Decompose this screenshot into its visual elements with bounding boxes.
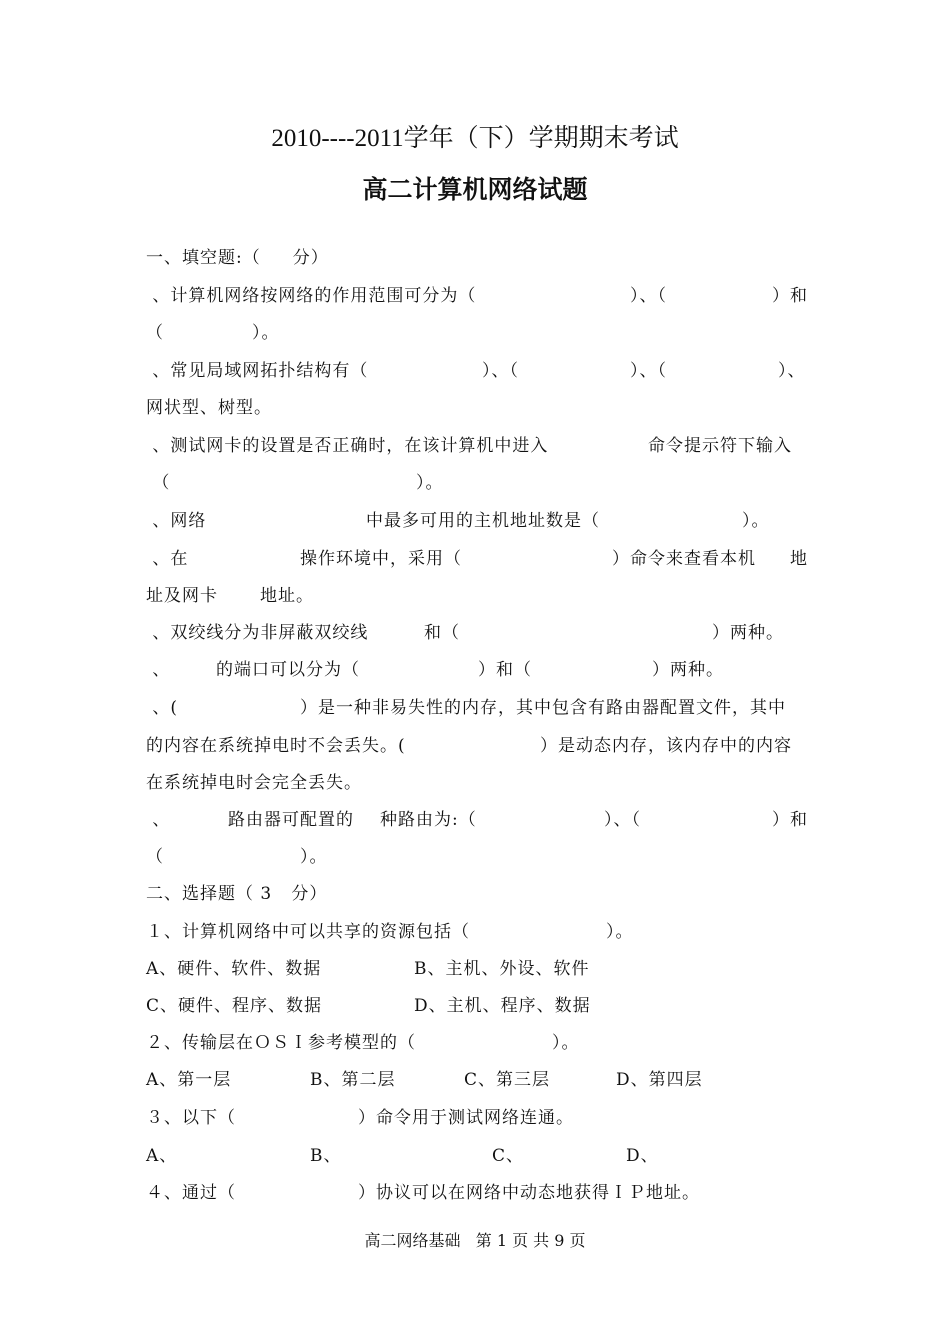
page-footer: 高二网络基础 第 1 页 共 9 页	[364, 1231, 586, 1250]
section2-heading: 二、选择题（ 3 分）	[146, 884, 328, 904]
q2-mid2: ）、（	[630, 361, 667, 381]
mc-q3-option-a: A、	[146, 1146, 178, 1166]
mc-q1-option-c: C、硬件、程序、数据	[146, 996, 323, 1016]
q1-text: 、计算机网络按网络的作用范围可分为（	[146, 286, 477, 306]
mc-q2-end: ）。	[552, 1033, 580, 1053]
q7-text: 、	[146, 660, 171, 680]
mc-q2-option-b: B、第二层	[310, 1070, 396, 1090]
q5-cont2: 地址。	[260, 586, 314, 606]
section1-heading: 一、填空题:（ 分）	[146, 248, 329, 268]
mc-q3-option-c: C、	[492, 1146, 525, 1166]
mc-q2-option-d: D、第四层	[616, 1070, 703, 1090]
q3-text2: 命令提示符下输入	[648, 436, 792, 456]
q6-text: 、双绞线分为非屏蔽双绞线	[146, 623, 369, 643]
q9-text: 、	[146, 810, 171, 830]
q1-close: ）。	[252, 323, 280, 343]
q6-text2: 和（	[424, 623, 460, 643]
q2-text: 、常见局域网拓扑结构有（	[146, 361, 369, 381]
q2-mid1: ）、（	[482, 361, 519, 381]
q7-text2: 的端口可以分为（	[216, 660, 360, 680]
mc-q4-end: ）协议可以在网络中动态地获得ＩＰ地址。	[358, 1183, 700, 1203]
q6-close: ）两种。	[712, 623, 784, 643]
q3-close: ）。	[416, 473, 444, 493]
q9-text4: ）、（	[604, 810, 641, 830]
mc-q1: １、计算机网络中可以共享的资源包括（	[146, 922, 470, 942]
q1-mid: ）、（	[630, 286, 667, 306]
q1-end: ）和	[772, 286, 808, 306]
q8-cont2: ）是动态内存，该内存中的内容	[540, 736, 792, 756]
q4-close: ）。	[742, 511, 770, 531]
mc-q3-end: ）命令用于测试网络连通。	[358, 1108, 574, 1128]
mc-q1-option-a: A、硬件、软件、数据	[146, 959, 322, 979]
q5-cont: 址及网卡	[146, 586, 218, 606]
q5-text: 、在	[146, 549, 189, 569]
q9-text3: 种路由为:（	[380, 810, 477, 830]
mc-q3-option-b: B、	[310, 1146, 342, 1166]
q3-text: 、测试网卡的设置是否正确时，在该计算机中进入	[146, 436, 549, 456]
q9-text5: ）和	[772, 810, 808, 830]
q9-close: ）。	[300, 847, 328, 867]
q7-close: ）两种。	[652, 660, 724, 680]
mc-q3: ３、以下（	[146, 1108, 236, 1128]
mc-q2-option-a: A、第一层	[146, 1070, 232, 1090]
q4-text: 、网络	[146, 511, 207, 531]
mc-q2-option-c: C、第三层	[464, 1070, 551, 1090]
q1-cont: （	[146, 323, 164, 343]
q4-text2: 中最多可用的主机地址数是（	[366, 511, 600, 531]
q2-end: ）、	[778, 361, 806, 381]
mc-q4: ４、通过（	[146, 1183, 236, 1203]
q8-text: 、(	[146, 698, 179, 718]
mc-q2: ２、传输层在ＯＳＩ参考模型的（	[146, 1033, 416, 1053]
q8-cont: 的内容在系统掉电时不会丢失。(	[146, 736, 406, 756]
q9-text2: 路由器可配置的	[228, 810, 354, 830]
q9-cont: （	[146, 847, 164, 867]
mc-q1-end: ）。	[606, 922, 634, 942]
q5-text3: ）命令来查看本机	[612, 549, 756, 569]
q7-text3: ）和（	[478, 660, 532, 680]
q8-text2: ）是一种非易失性的内存，其中包含有路由器配置文件，其中	[300, 698, 786, 718]
mc-q1-option-b: B、主机、外设、软件	[414, 959, 590, 979]
q3-cont: （	[146, 473, 171, 493]
mc-q3-option-d: D、	[626, 1146, 659, 1166]
mc-q1-option-d: D、主机、程序、数据	[414, 996, 591, 1016]
exam-title: 2010----2011学年（下）学期期末考试	[271, 125, 679, 152]
exam-subtitle: 高二计算机网络试题	[362, 175, 588, 204]
q5-text4: 地	[790, 549, 808, 569]
q8-cont3: 在系统掉电时会完全丢失。	[146, 773, 362, 793]
q5-text2: 操作环境中，采用（	[300, 549, 462, 569]
q2-cont: 网状型、树型。	[146, 398, 272, 418]
